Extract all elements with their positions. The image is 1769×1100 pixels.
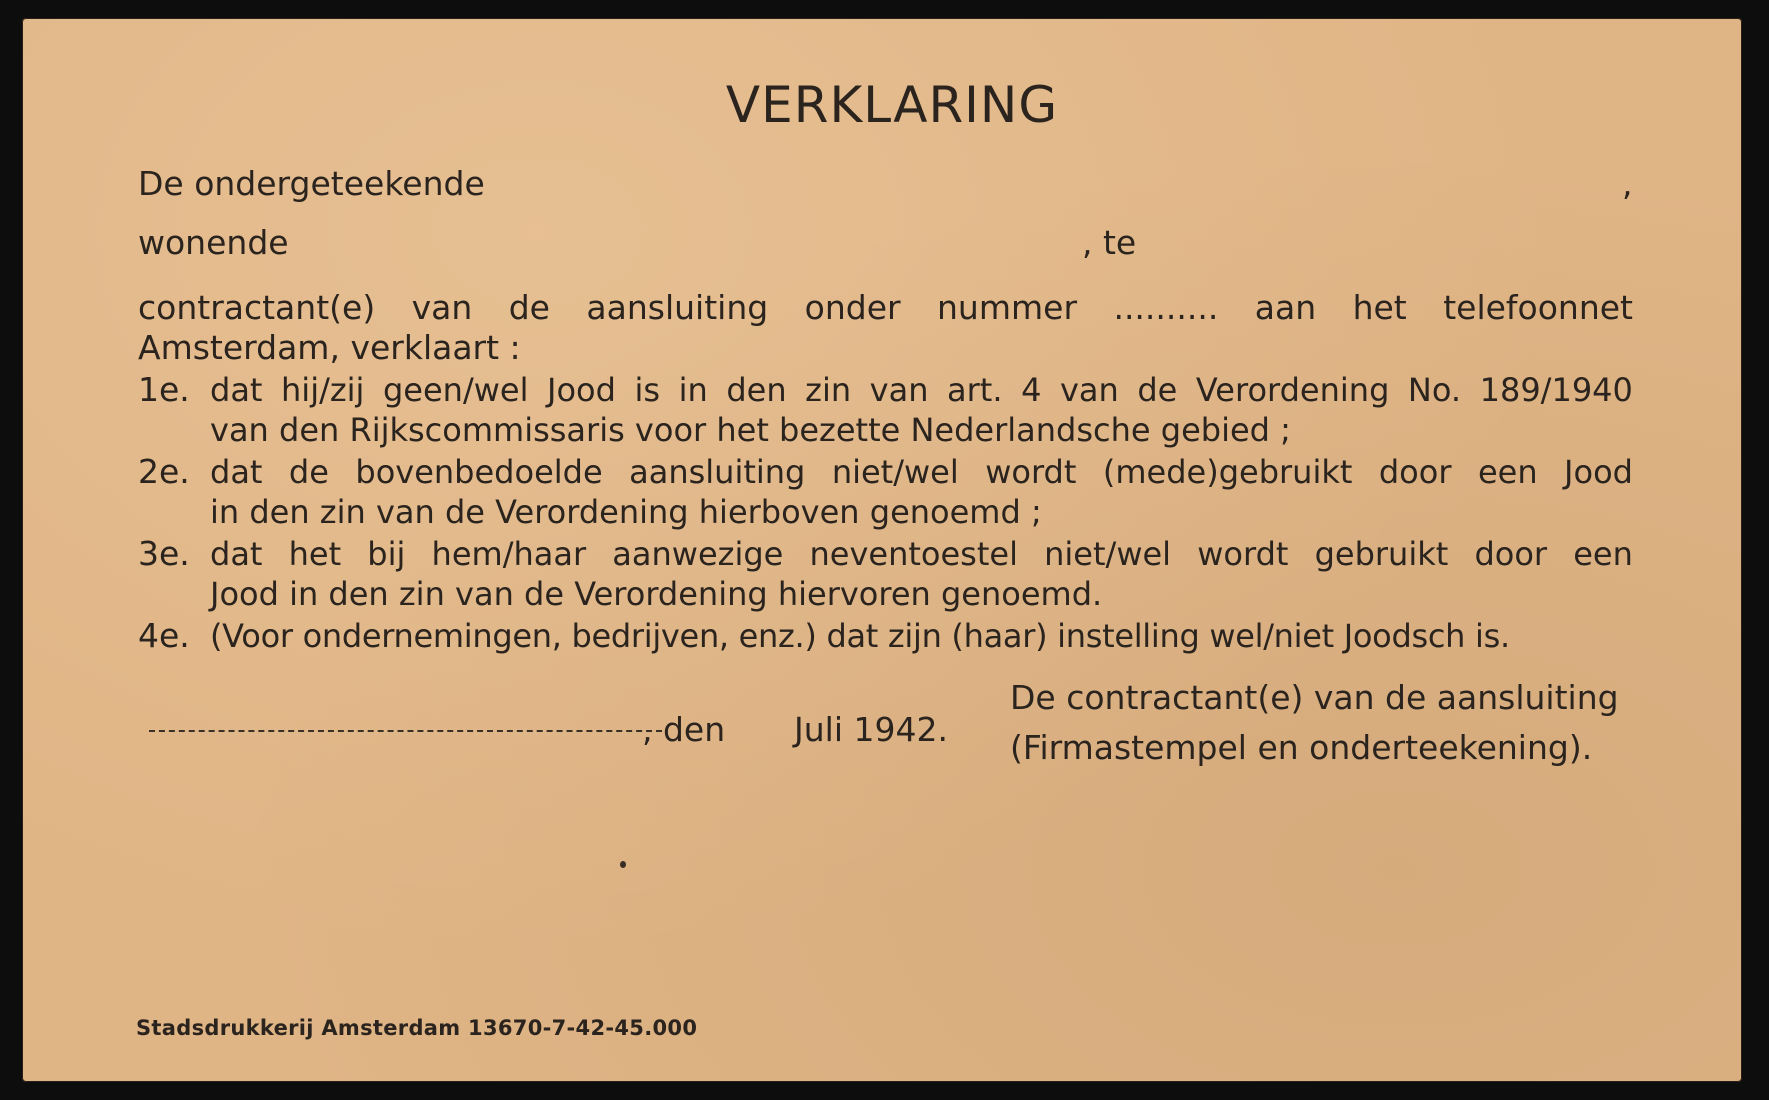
item-1-line-1-word: van xyxy=(869,371,929,409)
item-2-line-1-word: niet/wel xyxy=(831,453,959,491)
item-3-line-1-word: niet/wel xyxy=(1044,535,1172,573)
item-1-line-1-word: hij/zij xyxy=(281,371,365,409)
item-4-line-1: (Voor ondernemingen, bedrijven, enz.) dat zijn (haar) instelling wel/niet Joodsch is. xyxy=(210,617,1510,655)
printer-imprint: Stadsdrukkerij Amsterdam 13670-7-42-45.000 xyxy=(136,1016,698,1040)
item-number-1: 1e. xyxy=(138,370,190,409)
item-2-line-1-word: (mede)gebruikt xyxy=(1102,453,1353,491)
item-2-line-1-word: Jood xyxy=(1564,453,1633,491)
intro-line-1-word: telefoonnet xyxy=(1443,288,1633,327)
item-1-line-1-word: No. xyxy=(1407,371,1462,409)
item-3-line-1-word: gebruikt xyxy=(1314,535,1449,573)
item-2-line-1-word: dat xyxy=(210,453,263,491)
item-2-line-1-word: door xyxy=(1378,453,1452,491)
item-1-line-1-word: art. xyxy=(947,371,1003,409)
ondergeteekende-comma: , xyxy=(1622,164,1633,203)
intro-line-1-word: onder xyxy=(804,288,901,327)
intro-line-1-word: aan xyxy=(1254,288,1317,327)
intro-line-1-word: het xyxy=(1352,288,1407,327)
declaration-card xyxy=(22,18,1742,1082)
intro-line-1-word: de xyxy=(508,288,550,327)
item-1-line-1-word: den xyxy=(726,371,787,409)
item-2-line-2: in den zin van de Verordening hierboven genoemd ; xyxy=(210,493,1042,531)
wonende-label: wonende xyxy=(138,223,289,262)
item-1-line-1-word: is xyxy=(634,371,661,409)
item-1-line-1-word: dat xyxy=(210,371,263,409)
ondergeteekende-label: De ondergeteekende xyxy=(138,164,485,203)
item-1-line-1-word: van xyxy=(1059,371,1119,409)
item-2-line-1-word: de xyxy=(288,453,329,491)
item-3-line-1-word: neventoestel xyxy=(809,535,1018,573)
intro-line-1-word: .......... xyxy=(1113,288,1219,327)
intro-line-2: Amsterdam, verklaart : xyxy=(138,328,521,367)
item-number-4: 4e. xyxy=(138,616,190,655)
intro-line-1-word: nummer xyxy=(937,288,1078,327)
item-3-line-1-word: het xyxy=(288,535,342,573)
item-number-2: 2e. xyxy=(138,452,190,491)
intro-line-1-word: aansluiting xyxy=(586,288,769,327)
te-label: , te xyxy=(1082,223,1137,262)
item-3-line-1-word: door xyxy=(1474,535,1548,573)
item-3-line-1 xyxy=(210,534,1633,574)
item-1-line-2: van den Rijkscommissaris voor het bezette Nederlandsche gebied ; xyxy=(210,411,1291,449)
item-2-line-1 xyxy=(210,452,1633,492)
contractant-signature-label: De contractant(e) van de aansluiting xyxy=(1010,678,1619,717)
item-1-line-1-word: zin xyxy=(805,371,852,409)
ink-speck xyxy=(620,861,626,868)
item-2-line-1-word: aansluiting xyxy=(629,453,806,491)
item-3-line-1-word: hem/haar xyxy=(431,535,587,573)
item-1-line-1-word: Verordening xyxy=(1195,371,1390,409)
item-1-line-1-word: Jood xyxy=(547,371,616,409)
item-1-line-1-word: de xyxy=(1137,371,1178,409)
den-label: , den xyxy=(642,710,726,749)
item-1-line-1-word: in xyxy=(678,371,708,409)
item-1-line-1 xyxy=(210,370,1633,410)
item-3-line-1-word: een xyxy=(1573,535,1633,573)
intro-line-1-word: contractant(e) xyxy=(138,288,376,327)
date-text: Juli 1942. xyxy=(794,710,948,749)
item-2-line-1-word: wordt xyxy=(985,453,1077,491)
document-title: VERKLARING xyxy=(725,76,1059,134)
item-3-line-1-word: bij xyxy=(367,535,406,573)
item-3-line-1-word: wordt xyxy=(1197,535,1289,573)
item-2-line-1-word: bovenbedoelde xyxy=(355,453,603,491)
place-dotted-line xyxy=(149,730,662,732)
item-1-line-1-word: 4 xyxy=(1021,371,1042,409)
intro-line-1-word: van xyxy=(411,288,473,327)
item-1-line-1-word: geen/wel xyxy=(382,371,529,409)
item-3-line-2: Jood in den zin van de Verordening hiervoren genoemd. xyxy=(210,575,1103,613)
item-3-line-1-word: aanwezige xyxy=(612,535,784,573)
item-3-line-1-word: dat xyxy=(210,535,263,573)
item-1-line-1-word: 189/1940 xyxy=(1479,371,1633,409)
firmastempel-label: (Firmastempel en onderteekening). xyxy=(1010,728,1593,767)
intro-line-1 xyxy=(138,288,1633,328)
item-number-3: 3e. xyxy=(138,534,190,573)
item-2-line-1-word: een xyxy=(1477,453,1538,491)
